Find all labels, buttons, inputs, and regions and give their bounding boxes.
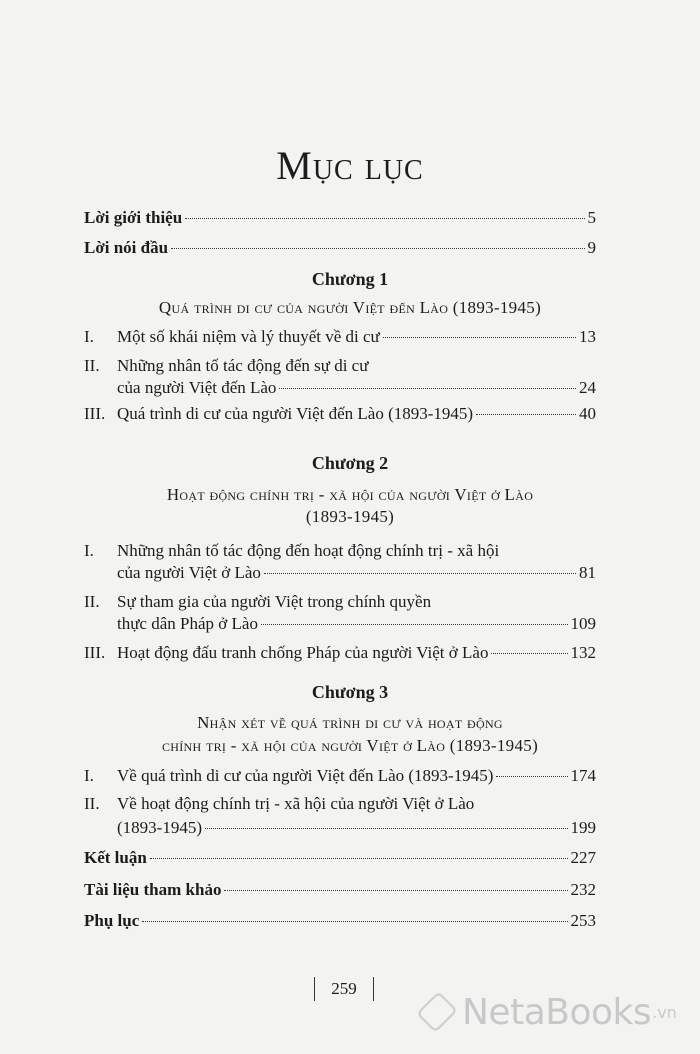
toc-entry [117, 563, 596, 583]
dot-leader [205, 828, 568, 829]
toc-entry-label: Kết luận [84, 848, 147, 867]
dot-leader [185, 218, 584, 219]
toc-entry [117, 643, 596, 663]
dot-leader [476, 414, 576, 415]
item-number: II. [84, 592, 100, 611]
toc-entry-page: 81 [579, 563, 596, 582]
item-number: II. [84, 794, 100, 813]
toc-entry-label-line: Những nhân tố tác động đến sự di cư [117, 356, 369, 375]
toc-entry-conclusion [84, 848, 596, 868]
watermark-brand: NetaBooks [462, 991, 652, 1033]
dot-leader [491, 653, 567, 654]
toc-entry [117, 766, 596, 786]
toc-entry-page: 227 [570, 848, 596, 867]
toc-entry [117, 378, 596, 398]
dot-leader [261, 624, 568, 625]
toc-entry-label: Quá trình di cư của người Việt đến Lào (1893-1945) [117, 404, 474, 423]
dot-leader [150, 858, 568, 859]
toc-entry-page: 9 [587, 238, 596, 257]
chapter-heading: Chương 3 [311, 682, 389, 702]
toc-entry-label: Một số khái niệm và lý thuyết về di cư [117, 327, 380, 346]
chapter-heading: Chương 2 [311, 453, 389, 473]
toc-entry-page: 40 [579, 404, 596, 423]
item-number: III. [84, 643, 106, 662]
toc-entry-label: Hoạt động đấu tranh chống Pháp của người Việt ở Lào [117, 643, 489, 662]
toc-entry-label: của người Việt ở Lào [117, 563, 261, 582]
toc-entry-appendix [84, 911, 596, 931]
toc-entry-page: 232 [570, 880, 596, 899]
dot-leader [142, 921, 567, 922]
chapter-title: Hoạt động chính trị - xã hội của người Việt ở Lào [166, 485, 534, 504]
item-number: I. [84, 766, 94, 785]
page-number: 259 [314, 977, 374, 1001]
page-title: Mục lục [276, 143, 424, 188]
toc-entry-label: Lời nói đầu [84, 238, 169, 257]
item-number: II. [84, 356, 100, 375]
toc-entry-page: 253 [570, 911, 596, 930]
chapter-title: Quá trình di cư của người Việt đến Lào (1893-1945) [158, 298, 542, 317]
toc-entry-label-line: Sự tham gia của người Việt trong chính quyền [117, 592, 432, 611]
toc-entry-page: 24 [579, 378, 596, 397]
dot-leader [279, 388, 576, 389]
item-number: I. [84, 327, 94, 346]
netabooks-logo-icon [416, 991, 458, 1033]
chapter-title: Nhận xét về quá trình di cư và hoạt động [197, 713, 503, 732]
dot-leader [383, 337, 576, 338]
toc-entry-preface [84, 238, 596, 258]
chapter-title: chính trị - xã hội của người Việt ở Lào (1893-1945) [161, 736, 539, 755]
toc-entry-page: 174 [570, 766, 596, 785]
dot-leader [171, 248, 584, 249]
toc-entry-label: của người Việt đến Lào [117, 378, 277, 397]
item-number: III. [84, 404, 106, 423]
toc-entry [117, 818, 596, 838]
toc-entry-label: Tài liệu tham khảo [84, 880, 222, 899]
chapter-heading: Chương 1 [311, 269, 389, 289]
dot-leader [496, 776, 567, 777]
toc-entry-label-line: Những nhân tố tác động đến hoạt động chính trị - xã hội [117, 541, 500, 560]
chapter-title: (1893-1945) [305, 507, 395, 526]
dot-leader [264, 573, 576, 574]
toc-entry [117, 327, 596, 347]
toc-entry-page: 13 [579, 327, 596, 346]
toc-entry-page: 5 [587, 208, 596, 227]
toc-entry-page: 132 [570, 643, 596, 662]
watermark-suffix: .vn [652, 1002, 677, 1022]
toc-entry-label-line: Về hoạt động chính trị - xã hội của người Việt ở Lào [117, 794, 475, 813]
toc-entry-label: Phụ lục [84, 911, 140, 930]
toc-entry-page: 109 [570, 614, 596, 633]
toc-entry [117, 404, 596, 424]
toc-entry-label: thực dân Pháp ở Lào [117, 614, 258, 633]
toc-entry-label: (1893-1945) [117, 818, 202, 837]
toc-entry-label: Về quá trình di cư của người Việt đến Lào (1893-1945) [117, 766, 494, 785]
toc-entry-foreword [84, 208, 596, 228]
toc-entry-label: Lời giới thiệu [84, 208, 183, 227]
toc-entry [117, 614, 596, 634]
dot-leader [224, 890, 567, 891]
toc-entry-page: 199 [570, 818, 596, 837]
watermark [418, 990, 677, 1034]
item-number: I. [84, 541, 94, 560]
toc-entry-references [84, 880, 596, 900]
